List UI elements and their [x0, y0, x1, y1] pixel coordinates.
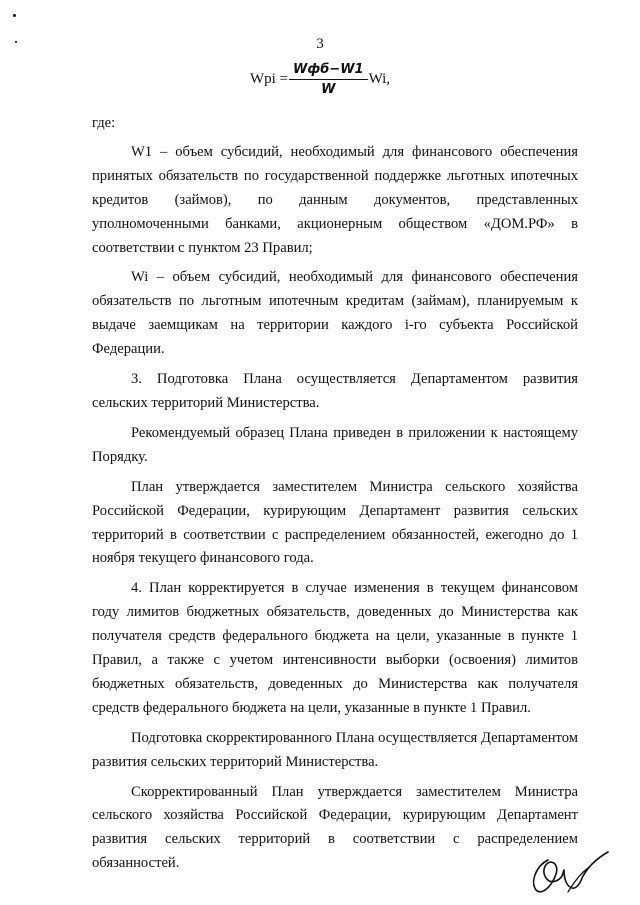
paragraph-4: 4. План корректируется в случае изменения в текущем финансовом году лимитов бюджетных обязательств, доведенных до Министерства как получателя средств федерального бюджета на цели, указанные в пункте 1 Правил, а также с учетом интенсивности выборки (освоения) лимитов бюджетных обязательств, доведенных до Министерства как получателя средств федерального бюджета на цели, указанные в пункте 1 Правил. — [92, 580, 578, 716]
paragraph-3: 3. Подготовка Плана осуществляется Департаментом развития сельских территорий Министерства. — [92, 371, 578, 411]
paragraph-w1-definition: W1 – объем субсидий, необходимый для финансового обеспечения принятых обязательств по государственной поддержке льготных ипотечных кредитов (займов), по данным документов, представленных уполномоченными банками, акционерным обществом «ДОМ.РФ» в соответствии с пунктом 23 Правил; — [92, 143, 578, 256]
paragraph-plan-approval: План утверждается заместителем Министра сельского хозяйства Российской Федерации, курирующим Департамент развития сельских территорий в соответствии с распределением обязанностей, ежегодно до 1 ноября текущего финансового года. — [92, 478, 578, 567]
page-number: 3 — [316, 36, 324, 52]
paragraph-corrected-preparation: Подготовка скорректированного Плана осуществляется Департаментом развития сельских территорий Министерства. — [92, 729, 578, 770]
handwritten-signature — [528, 848, 612, 898]
document-body — [92, 112, 578, 882]
formula-denominator: W — [321, 82, 336, 97]
formula-lhs: Wpi = — [249, 71, 288, 87]
scan-speck — [13, 14, 16, 17]
paragraph-sample-reference: Рекомендуемый образец Плана приведен в приложении к настоящему Порядку. — [92, 424, 578, 465]
formula-multiplier: Wi, — [368, 71, 391, 87]
formula-numerator: Wфб−W1 — [289, 62, 368, 80]
formula-fraction — [289, 62, 368, 97]
where-label: где: — [92, 115, 116, 131]
paragraph-corrected-approval: Скорректированный План утверждается заместителем Министра сельского хозяйства Российской Федерации, курирующим Департамент развития сельских территорий в соответствии с распределением обязанностей. — [92, 783, 578, 872]
paragraph-wi-definition: Wi – объем субсидий, необходимый для финансового обеспечения обязательств по льготным ипотечным кредитам (займам), планируемым к выдаче заемщикам на территории каждого i-го субъекта Российской Федерации. — [92, 269, 578, 358]
formula — [0, 62, 640, 97]
